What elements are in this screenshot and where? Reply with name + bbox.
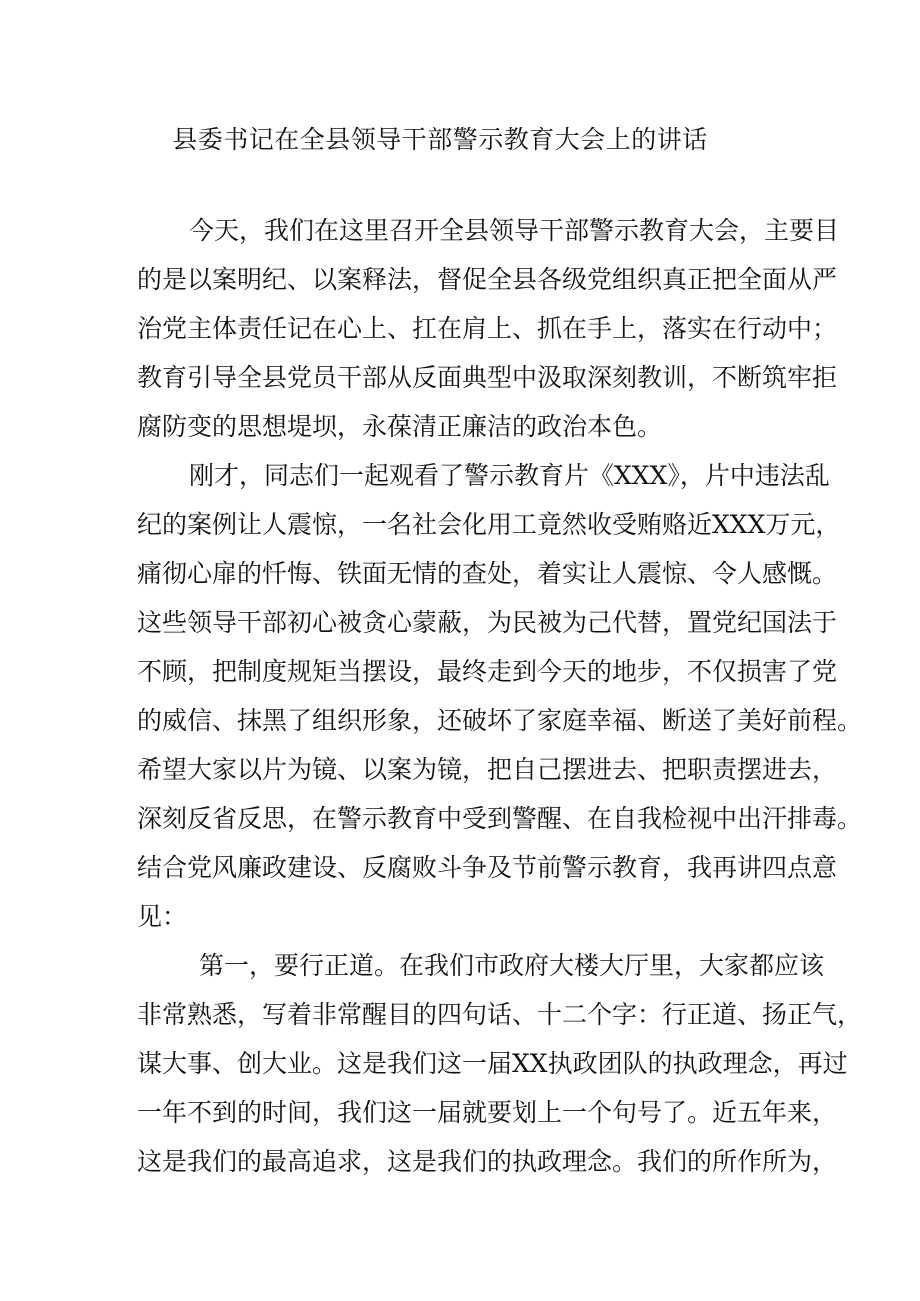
text-line: 纪的案例让人震惊，一名社会化用工竟然收受贿赂近XXX万元， xyxy=(137,510,841,539)
text-line: 第一，要行正道。在我们市政府大楼大厅里，大家都应该 xyxy=(199,951,825,980)
paragraph-intro xyxy=(137,211,840,456)
text-line: 深刻反省反思，在警示教育中受到警醒、在自我检视中出汗排毒。 xyxy=(137,804,863,833)
text-line: 刚才，同志们一起观看了警示教育片《XXX》，片中违法乱 xyxy=(189,461,830,490)
paragraph-point-one xyxy=(137,946,863,1191)
text-line: 的是以案明纪、以案释法，督促全县各级党组织真正把全面从严 xyxy=(137,265,838,294)
text-line: 痛彻心扉的忏悔、铁面无情的查处，着实让人震惊、令人感慨。 xyxy=(137,559,838,588)
text-line: 的威信、抹黑了组织形象，还破坏了家庭幸福、断送了美好前程。 xyxy=(137,706,863,735)
text-line: 治党主体责任记在心上、扛在肩上、抓在手上，落实在行动中； xyxy=(137,314,838,343)
text-line: 见： xyxy=(137,902,188,931)
text-line: 腐防变的思想堤坝，永葆清正廉洁的政治本色。 xyxy=(137,412,663,441)
text-line: 不顾，把制度规矩当摆设，最终走到今天的地步，不仅损害了党 xyxy=(137,657,838,686)
document-title: 县委书记在全县领导干部警示教育大会上的讲话 xyxy=(172,125,708,154)
document-body xyxy=(137,211,863,1191)
text-line: 结合党风廉政建设、反腐败斗争及节前警示教育，我再讲四点意 xyxy=(137,853,838,882)
text-line: 这是我们的最高追求，这是我们的执政理念。我们的所作所为， xyxy=(137,1147,838,1176)
text-line: 教育引导全县党员干部从反面典型中汲取深刻教训，不断筑牢拒 xyxy=(137,363,838,392)
text-line: 一年不到的时间，我们这一届就要划上一个句号了。近五年来， xyxy=(137,1098,838,1127)
text-line: 非常熟悉，写着非常醒目的四句话、十二个字：行正道、扬正气， xyxy=(137,1000,863,1029)
text-line: 希望大家以片为镜、以案为镜，把自己摆进去、把职责摆进去， xyxy=(137,755,838,784)
text-line: 谋大事、创大业。这是我们这一届XX执政团队的执政理念，再过 xyxy=(137,1049,848,1078)
text-line: 这些领导干部初心被贪心蒙蔽，为民被为己代替，置党纪国法于 xyxy=(137,608,838,637)
paragraph-video-review xyxy=(137,456,863,946)
text-line: 今天，我们在这里召开全县领导干部警示教育大会，主要目 xyxy=(189,216,840,245)
